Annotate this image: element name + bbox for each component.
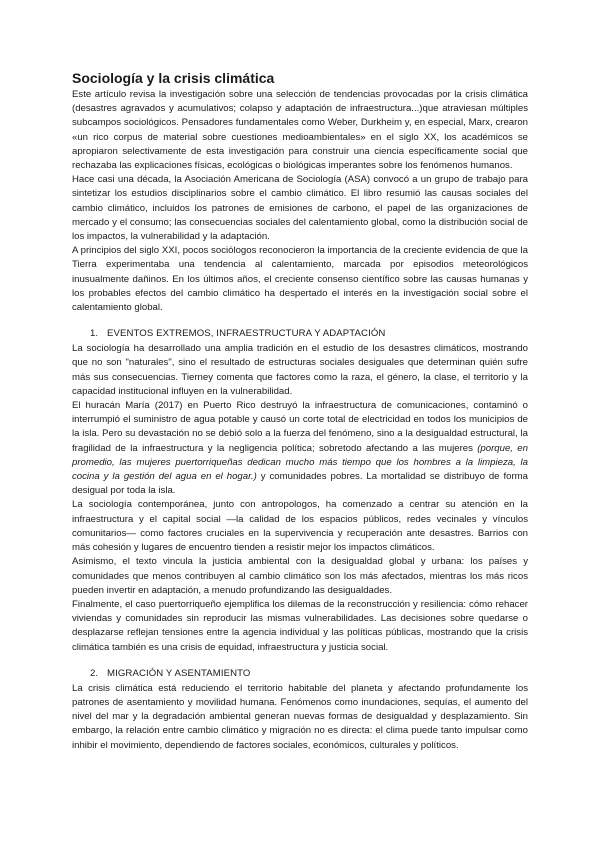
paragraph-text: y comunidades pobres. La mortalidad se distribuyo de forma desigual por toda la isla.	[72, 471, 528, 497]
intro-paragraph-2: Hace casi una década, la Asociación Americana de Sociología (ASA) convocó a un grupo de trabajo para sintetizar los estudios disciplinarios sobre el cambio climático. El libro resumió las causas sociales del cambio climático, incluidos los patrones de emisiones de carbono, el papel de las organizaciones de mercado y el consumo; las consecuencias sociales del calentamiento global, como la distribución social de los impactos, la vulnerabilidad y la adaptación.	[72, 174, 528, 243]
section-title: MIGRACIÓN Y ASENTAMIENTO	[107, 667, 251, 679]
document-title: Sociología y la crisis climática	[72, 70, 275, 86]
italic-aside: (porque, en promedio, las mujeres puertorriqueñas dedican mucho más tiempo que los hombres a la limpieza, la cocina y la gestión del agua en el hogar.)	[72, 442, 528, 483]
section1-paragraph-4: Asimismo, el texto vincula la justicia ambiental con la desigualdad global y urbana: los países y comunidades que menos contribuyen al cambio climático son los más afectados, mientras los más ricos pueden invertir en adaptación, a menudo profundizando las desigualdades.	[72, 556, 528, 596]
section1-paragraph-1: La sociología ha desarrollado una amplia tradición en el estudio de los desastres climáticos, mostrando que no son "naturales", sino el resultado de estructuras sociales desiguales que determinan quién sufre más sus consecuencias. Tierney comenta que factores como la raza, el género, la clase, el territorio y la capacidad institucional influyen en la vulnerabilidad.	[72, 343, 528, 397]
section2-paragraph-1: La crisis climática está reduciendo el territorio habitable del planeta y afectando profundamente los patrones de asentamiento y movilidad humana. Fenómenos como inundaciones, sequías, el aumento del nivel del mar y la degradación ambiental generan nuevas formas de desigualdad y desplazamiento. Sin embargo, la relación entre cambio climático y migración no es directa: el clima puede tanto impulsar como inhibir el movimiento, dependiendo de factores sociales, económicos, culturales y políticos.	[72, 682, 528, 751]
section1-paragraph-2	[72, 399, 528, 498]
paragraph-text: El huracán María (2017) en Puerto Rico destruyó la infraestructura de comunicaciones, contaminó o interrumpió el suministro de agua potable y causó un corte total de electricidad en todos los municipios de la isla. Pero su devastación no se debió solo a la fuerza del fenómeno, sino a la desigualdad estructural, la fragilidad de la infraestructura y la negligencia política; sobretodo afectando a las mujeres	[72, 400, 528, 454]
section-heading-2	[72, 667, 528, 681]
section-number: 1.	[90, 328, 99, 340]
section1-paragraph-5: Finalmente, el caso puertorriqueño ejemplifica los dilemas de la reconstrucción y resiliencia: cómo rehacer viviendas y comunidades sin reproducir las mismas vulnerabilidades. Las decisiones sobre quedarse o desplazarse reflejan tensiones entre la agencia individual y las políticas públicas, mostrando que la crisis climática también es una crisis de equidad, infraestructura y justicia social.	[72, 598, 528, 653]
intro-paragraph-1: Este artículo revisa la investigación sobre una selección de tendencias provocadas por la crisis climática (desastres agravados y acumulativos; colapso y adaptación de infraestructura...)que atraviesan múltiples subcampos sociológicos. Pensadores fundamentales como Weber, Durkheim y, en especial, Marx, crearon «un rico corpus de material sobre cuestiones medioambientales» en el siglo XX, los académicos se apropiaron selectivamente de esta investigación para construir una ciencia específicamente social que rechazaba las explicaciones físicas, ecológicas o biológicas imperantes sobre los fenómenos humanos.	[72, 89, 528, 172]
section-title: EVENTOS EXTREMOS, INFRAESTRUCTURA Y ADAPTACIÓN	[107, 328, 386, 340]
section1-paragraph-3: La sociología contemporánea, junto con antropologos, ha comenzado a centrar su atención en la infraestructura y el capital social —la calidad de los espacios públicos, redes vecinales y vínculos comunitarios— como factores cruciales en la supervivencia y recuperación ante desastres. Barrios con más cohesión y lugares de encuentro tienden a resistir mejor los impactos climáticos.	[72, 499, 528, 554]
section-number: 2.	[90, 667, 99, 679]
intro-paragraph-3: A principios del siglo XXI, pocos sociólogos reconocieron la importancia de la creciente evidencia de que la Tierra experimentaba una tendencia al calentamiento, marcada por episodios meteorológicos inusualmente dañinos. En los últimos años, el creciente consenso científico sobre las causas humanas y los probables efectos del cambio climático ha despertado el interés en la investigación social sobre el calentamiento global.	[72, 245, 528, 314]
section-heading-1	[72, 327, 528, 341]
